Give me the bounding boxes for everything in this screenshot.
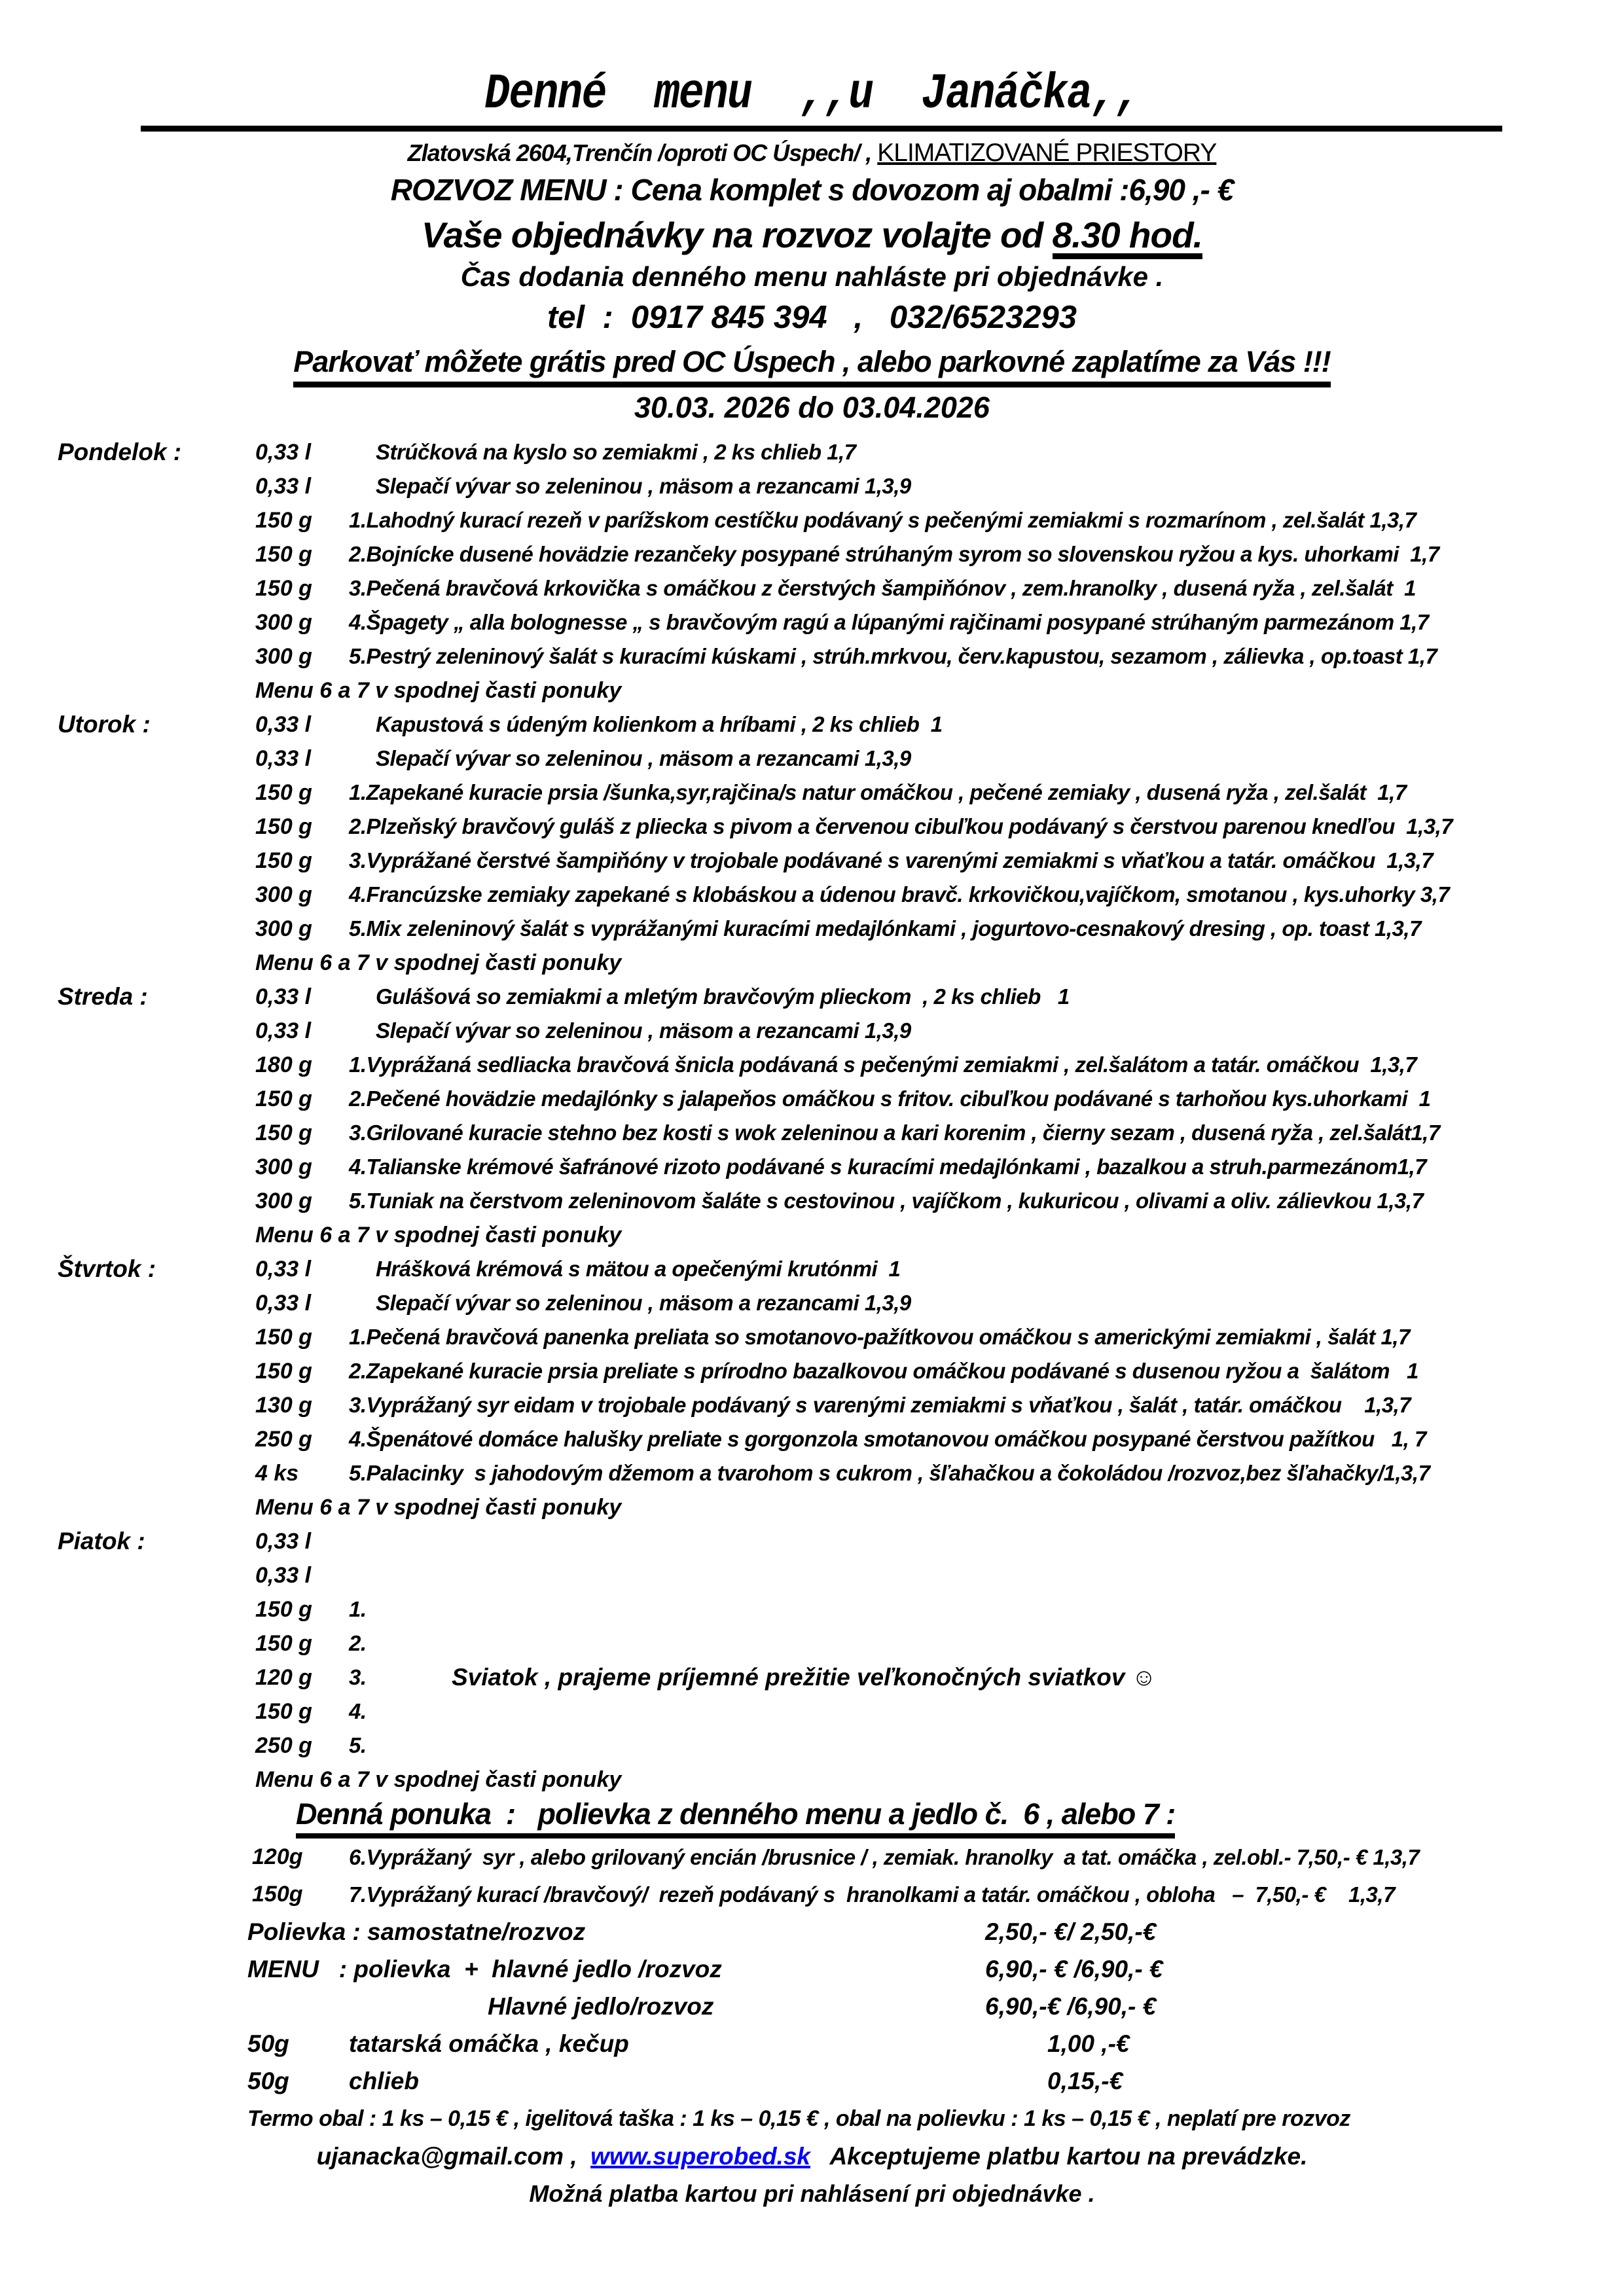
dish-text: 2.Bojnícke dusené hovädzie rezančeky posypané strúhaným syrom so slovenskou ryžou a kys. uhorkami 1,7	[349, 542, 1439, 566]
orders-line	[0, 214, 1624, 256]
dish-text: Hrášková krémová s mätou a opečenými krutónmi 1	[376, 1257, 901, 1281]
menu-row	[0, 435, 1624, 469]
menu-row	[0, 1320, 1624, 1354]
dish-text: 4.Špagety „ alla bolognesse „ s bravčovým ragú a lúpanými rajčinami posypané strúhaným parmezánom 1,7	[349, 610, 1429, 634]
menu-6-7-note: Menu 6 a 7 v spodnej časti ponuky	[255, 950, 622, 975]
day-label-utorok: Utorok :	[58, 711, 151, 738]
menu-note-row	[0, 673, 1624, 708]
card-payment-note: Možná platba kartou pri nahlásení pri objednávke .	[529, 2180, 1095, 2207]
portion-size: 130 g	[255, 1393, 312, 1418]
portion-size: 0,33 l	[255, 474, 312, 499]
day-label-piatok: Piatok :	[58, 1528, 145, 1554]
portion-size: 300 g	[255, 1155, 312, 1179]
menu-row	[0, 1252, 1624, 1286]
portion-size: 50g	[247, 2068, 289, 2094]
air-conditioned-label: KLIMATIZOVANÉ PRIESTORY	[877, 139, 1217, 167]
daily-offer-heading-row	[296, 1797, 1624, 1839]
dish-text: 4.	[349, 1699, 367, 1723]
menu-row	[0, 912, 1624, 946]
menu-row	[0, 1876, 1624, 1913]
menu-row	[0, 1184, 1624, 1218]
dish-text: Strúčková na kyslo so zemiakmi , 2 ks chlieb 1,7	[376, 440, 856, 464]
portion-size: 250 g	[255, 1733, 312, 1758]
portion-size: 0,33 l	[255, 712, 312, 737]
day-label-streda: Streda :	[58, 983, 148, 1010]
menu-note-row	[0, 946, 1624, 980]
price-row	[0, 1950, 1624, 1988]
portion-size: 300 g	[255, 1189, 312, 1213]
price-row	[0, 1913, 1624, 1950]
price-value: 2,50,- €/ 2,50,-€	[985, 1918, 1157, 1945]
menu-row	[0, 1048, 1624, 1082]
menu-row	[0, 1524, 1624, 1558]
portion-size: 0,33 l	[255, 1257, 312, 1282]
dish-text: Slepačí vývar so zeleninou , mäsom a rezancami 1,3,9	[376, 1018, 911, 1043]
menu-row	[0, 537, 1624, 571]
superobed-link[interactable]: www.superobed.sk	[590, 2143, 810, 2170]
portion-size: 250 g	[255, 1427, 312, 1452]
menu-row	[0, 1660, 1624, 1695]
price-value: 6,90,-€ /6,90,- €	[985, 1993, 1157, 2020]
menu-row	[0, 1558, 1624, 1592]
menu-row	[0, 1116, 1624, 1150]
dish-text: 2.Zapekané kuracie prsia preliate s prírodno bazalkovou omáčkou podávané s dusenou ryžou a šalátom 1	[349, 1359, 1418, 1383]
dish-text: 1.Vyprážaná sedliacka bravčová šnicla podávaná s pečenými zemiakmi , zel.šalátom a tatár. omáčkou 1,3,7	[349, 1052, 1417, 1077]
dish-text: 1.Zapekané kuracie prsia /šunka,syr,rajčina/s natur omáčkou , pečené zemiaky , dusená ryža , zel.šalát 1,7	[349, 780, 1407, 804]
menu-row	[0, 1014, 1624, 1048]
portion-size: 120g	[252, 1844, 303, 1869]
menu-row	[0, 1729, 1624, 1763]
delivery-price-line: ROZVOZ MENU : Cena komplet s dovozom aj obalmi :6,90 ,- €	[390, 173, 1234, 207]
portion-size: 0,33 l	[255, 1291, 312, 1316]
portion-size: 4 ks	[255, 1461, 299, 1486]
menu-row	[0, 1388, 1624, 1422]
dish-text: 3.Vyprážaný syr eidam v trojobale podávaný s varenými zemiakmi s vňaťkou , šalát , tatár. omáčkou 1,3,7	[349, 1393, 1411, 1417]
daily-offer-heading: Denná ponuka : polievka z denného menu a jedlo č. 6 , alebo 7 :	[296, 1797, 1175, 1839]
day-section-utorok	[0, 708, 1624, 980]
menu-note-row	[0, 1218, 1624, 1252]
dish-text: Slepačí vývar so zeleninou , mäsom a rezancami 1,3,9	[376, 474, 911, 498]
date-range: 30.03. 2026 do 03.04.2026	[634, 391, 990, 424]
menu-row	[0, 776, 1624, 810]
email-text: ujanacka@gmail.com	[316, 2143, 564, 2170]
portion-size: 150 g	[255, 814, 312, 839]
menu-row	[0, 844, 1624, 878]
menu-row	[0, 1839, 1624, 1876]
portion-size: 150 g	[255, 1597, 312, 1622]
week-menu	[0, 435, 1624, 1797]
price-label: chlieb	[349, 2068, 419, 2094]
portion-size: 120 g	[255, 1665, 312, 1690]
menu-row	[0, 1592, 1624, 1626]
menu-row	[0, 742, 1624, 776]
portion-size: 300 g	[255, 644, 312, 669]
portion-size: 150 g	[255, 1359, 312, 1384]
portion-size: 0,33 l	[255, 1018, 312, 1043]
menu-row	[0, 1150, 1624, 1184]
day-label-stvrtok: Štvrtok :	[58, 1255, 156, 1282]
portion-size: 300 g	[255, 916, 312, 941]
menu-row	[0, 1286, 1624, 1320]
price-label: MENU : polievka + hlavné jedlo /rozvoz	[247, 1956, 722, 1982]
dish-text: 7.Vyprážaný kurací /bravčový/ rezeň podávaný s hranolkami a tatár. omáčkou , obloha – 7,50,- € 1,3,7	[349, 1882, 1395, 1907]
dish-text: 1.Pečená bravčová panenka preliata so smotanovo-pažítkovou omáčkou s americkými zemiakmi , šalát 1,7	[349, 1325, 1410, 1349]
dish-text: 5.	[349, 1733, 367, 1757]
menu-row	[0, 571, 1624, 605]
dish-text: 3.Pečená bravčová krkovička s omáčkou z čerstvých šampiňónov , zem.hranolky , dusená ryža , zel.šalát 1	[349, 576, 1416, 600]
page-title-line	[0, 0, 1624, 120]
portion-size: 300 g	[255, 610, 312, 635]
menu-6-7-note: Menu 6 a 7 v spodnej časti ponuky	[255, 1495, 622, 1520]
portion-size: 150 g	[255, 780, 312, 805]
dish-text: Gulášová so zemiakmi a mletým bravčovým plieckom , 2 ks chlieb 1	[376, 984, 1070, 1009]
portion-size: 150 g	[255, 542, 312, 567]
portion-size: 150 g	[255, 848, 312, 873]
menu-row	[0, 503, 1624, 537]
address-line	[0, 138, 1624, 168]
dish-text: 1.Lahodný kurací rezeň v parížskom cestíčku podávaný s pečenými zemiakmi s rozmarínom , zel.šalát 1,3,7	[349, 508, 1416, 532]
packaging-fee-row	[0, 2100, 1624, 2138]
menu-row	[0, 1626, 1624, 1660]
menu-row	[0, 1082, 1624, 1116]
portion-size: 0,33 l	[255, 440, 312, 465]
menu-6-7-note: Menu 6 a 7 v spodnej časti ponuky	[255, 678, 622, 703]
dish-text: 3.Vyprážané čerstvé šampiňóny v trojobale podávané s varenými zemiakmi s vňaťkou a tatár. omáčkou 1,3,7	[349, 848, 1434, 872]
portion-size: 150 g	[255, 1699, 312, 1724]
dish-text: 3.Grilované kuracie stehno bez kosti s wok zeleninou a kari korenim , čierny sezam , dusená ryža , zel.šalát1,7	[349, 1121, 1440, 1145]
portion-size: 150 g	[255, 1325, 312, 1350]
price-value: 0,15,-€	[1047, 2068, 1123, 2094]
dish-text: Slepačí vývar so zeleninou , mäsom a rezancami 1,3,9	[376, 746, 911, 770]
dish-text: 5.Pestrý zeleninový šalát s kuracími kúskami , strúh.mrkvou, červ.kapustou, sezamom , zálievka , op.toast 1,7	[349, 644, 1437, 668]
portion-size: 150 g	[255, 1631, 312, 1656]
day-label-pondelok: Pondelok :	[58, 439, 182, 465]
portion-size: 150 g	[255, 1086, 312, 1111]
address-text: Zlatovská 2604,Trenčín /oproti OC Úspech/ ,	[407, 139, 878, 166]
contact-separator: ,	[564, 2143, 591, 2170]
menu-note-row	[0, 1490, 1624, 1524]
menu-row	[0, 639, 1624, 673]
card-payment-text: Akceptujeme platbu kartou na prevádzke.	[810, 2143, 1308, 2170]
portion-size: 0,33 l	[255, 1563, 312, 1588]
dish-text: 2.	[349, 1631, 367, 1655]
dish-text: 2.Pečené hovädzie medajlónky s jalapeňos omáčkou s fritov. cibuľkou podávané s tarhoňou kys.uhorkami 1	[349, 1086, 1431, 1111]
menu-row	[0, 980, 1624, 1014]
menu-6-7-note: Menu 6 a 7 v spodnej časti ponuky	[255, 1767, 622, 1792]
portion-size: 150 g	[255, 508, 312, 533]
portion-size: 150 g	[255, 1121, 312, 1145]
portion-size: 180 g	[255, 1052, 312, 1077]
dish-text: 1.	[349, 1597, 367, 1621]
delivery-time-note: Čas dodania denného menu nahláste pri objednávke .	[460, 261, 1164, 292]
dish-text: 6.Vyprážaný syr , alebo grilovaný encián /brusnice / , zemiak. hranolky a tat. omáčka , zel.obl.- 7,50,- € 1,3,7	[349, 1845, 1420, 1869]
day-section-streda	[0, 980, 1624, 1252]
day-section-stvrtok	[0, 1252, 1624, 1524]
contact-line	[0, 2138, 1624, 2176]
day-section-pondelok	[0, 435, 1624, 708]
menu-row	[0, 1456, 1624, 1490]
portion-size: 0,33 l	[255, 1529, 312, 1554]
dish-text: 5.Tuniak na čerstvom zeleninovom šaláte s cestovinou , vajíčkom , kukuricou , olivami a oliv. zálievkou 1,3,7	[349, 1189, 1424, 1213]
dish-text: 3.	[349, 1665, 367, 1689]
holiday-greeting: Sviatok , prajeme príjemné prežitie veľkonočných sviatkov ☺	[452, 1664, 1157, 1691]
phone-line: tel : 0917 845 394 , 032/6523293	[547, 300, 1077, 335]
price-label: tatarská omáčka , kečup	[349, 2030, 629, 2057]
orders-time: 8.30 hod.	[1053, 217, 1202, 259]
menu-row	[0, 1422, 1624, 1456]
orders-text: Vaše objednávky na rozvoz volajte od	[422, 215, 1053, 255]
menu-row	[0, 810, 1624, 844]
dish-text: 2.Plzeňský bravčový guláš z pliecka s pivom a červenou cibuľkou podávaný s čerstvou parenou knedľou 1,3,7	[349, 814, 1453, 838]
dish-text: 4.Francúzske zemiaky zapekané s klobáskou a údenou bravč. krkovičkou,vajíčkom, smotanou , kys.uhorky 3,7	[349, 882, 1450, 906]
page-title: Denné menu ,,u Janáčka,,	[484, 66, 1140, 122]
menu-6-7-note: Menu 6 a 7 v spodnej časti ponuky	[255, 1223, 622, 1247]
dish-text: 4.Talianske krémové šafránové rizoto podávané s kuracími medajlónkami , bazalkou a struh.parmezánom1,7	[349, 1155, 1427, 1179]
dish-text: Kapustová s údeným kolienkom a hríbami , 2 ks chlieb 1	[376, 712, 943, 736]
dish-text: 5.Palacinky s jahodovým džemom a tvarohom s cukrom , šľahačkou a čokoládou /rozvoz,bez šľahačky/1,3,7	[349, 1461, 1430, 1485]
portion-size: 150g	[252, 1882, 303, 1907]
price-label: Polievka : samostatne/rozvoz	[247, 1918, 586, 1945]
portion-size: 50g	[247, 2030, 289, 2057]
parking-line	[0, 345, 1624, 384]
menu-note-row	[0, 1763, 1624, 1797]
day-section-piatok	[0, 1524, 1624, 1797]
menu-row	[0, 878, 1624, 912]
price-value: 6,90,- € /6,90,- €	[985, 1956, 1163, 1982]
menu-row	[0, 1354, 1624, 1388]
dish-text: 4.Špenátové domáce halušky preliate s gorgonzola smotanovou omáčkou posypané čerstvou pažítkou 1, 7	[349, 1427, 1426, 1451]
parking-text: Parkovať môžete grátis pred OC Úspech , alebo parkovné zaplatíme za Vás !!!	[293, 345, 1331, 387]
menu-row	[0, 708, 1624, 742]
packaging-fee-text: Termo obal : 1 ks – 0,15 € , igelitová taška : 1 ks – 0,15 € , obal na polievku : 1 ks – 0,15 € , neplatí pre rozvoz	[247, 2106, 1350, 2131]
menu-row	[0, 1695, 1624, 1729]
portion-size: 0,33 l	[255, 746, 312, 771]
dish-text: 5.Mix zeleninový šalát s vyprážanými kuracími medajlónkami , jogurtovo-cesnakový dresing , op. toast 1,3,7	[349, 916, 1421, 941]
price-value: 1,00 ,-€	[1047, 2030, 1130, 2057]
portion-size: 300 g	[255, 882, 312, 907]
price-row	[0, 1988, 1624, 2025]
portion-size: 150 g	[255, 576, 312, 601]
dish-text: Slepačí vývar so zeleninou , mäsom a rezancami 1,3,9	[376, 1291, 911, 1315]
price-row	[0, 2062, 1624, 2100]
price-label: Hlavné jedlo/rozvoz	[488, 1993, 714, 2020]
price-row	[0, 2025, 1624, 2062]
menu-row	[0, 605, 1624, 639]
portion-size: 0,33 l	[255, 984, 312, 1009]
menu-row	[0, 469, 1624, 503]
